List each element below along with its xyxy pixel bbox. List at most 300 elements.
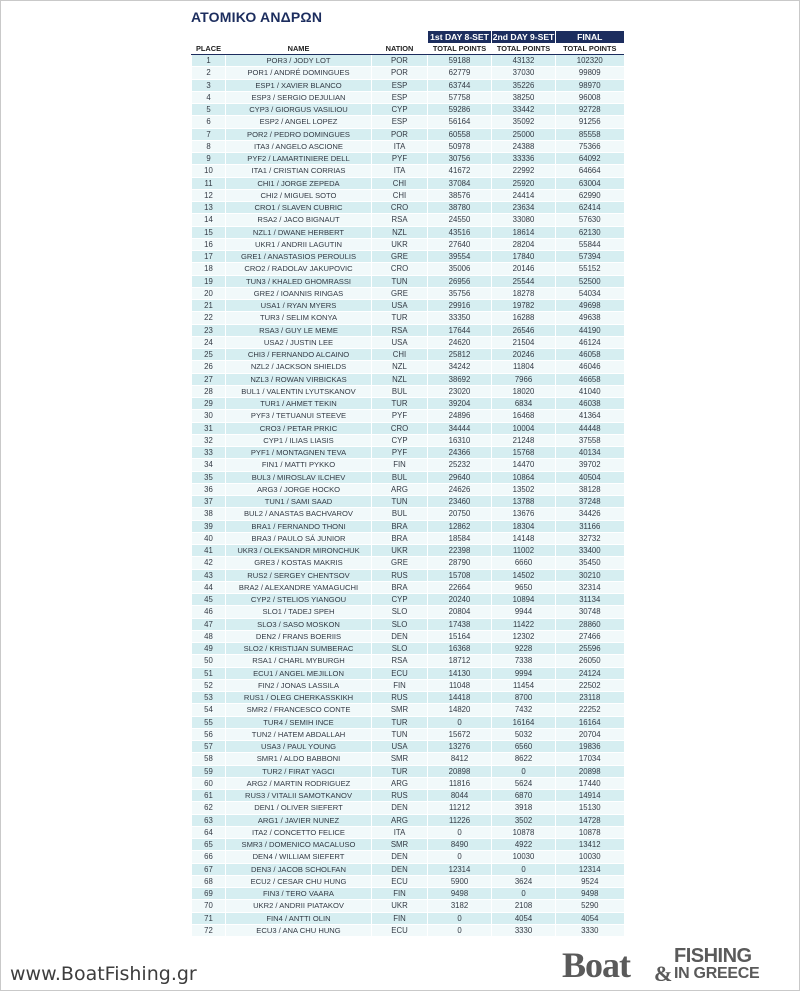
table-row [192,459,624,471]
cell-name: DEN3 / JACOB SCHOLFAN [226,863,372,875]
cell-nation: RSA [372,655,428,667]
cell-name: TUN3 / KHALED GHOMRASSI [226,275,372,287]
cell-day2-points: 8622 [492,753,556,765]
cell-name: FIN3 / TERO VAARA [226,888,372,900]
cell-place: 62 [192,802,226,814]
cell-final-points: 24124 [556,667,624,679]
cell-final-points: 27466 [556,630,624,642]
table-row [192,520,624,532]
table-row [192,275,624,287]
cell-day1-points: 0 [428,826,492,838]
cell-name: CRO3 / PETAR PRKIC [226,422,372,434]
cell-name: POR2 / PEDRO DOMINGUES [226,128,372,140]
cell-day2-points: 10004 [492,422,556,434]
cell-final-points: 10878 [556,826,624,838]
cell-day2-points: 0 [492,888,556,900]
header-day2: 2nd DAY 9-SET [492,31,555,42]
cell-nation: BRA [372,581,428,593]
cell-day1-points: 17438 [428,618,492,630]
cell-nation: BRA [372,520,428,532]
cell-day2-points: 9994 [492,667,556,679]
cell-day1-points: 35756 [428,287,492,299]
cell-day2-points: 3330 [492,924,556,936]
cell-day1-points: 20240 [428,594,492,606]
table-row [192,728,624,740]
cell-final-points: 37558 [556,434,624,446]
cell-place: 57 [192,741,226,753]
cell-final-points: 64092 [556,153,624,165]
cell-name: PYF3 / TETUANUI STEEVE [226,410,372,422]
cell-final-points: 30748 [556,606,624,618]
cell-nation: USA [372,741,428,753]
table-row [192,398,624,410]
cell-day1-points: 25812 [428,349,492,361]
table-row [192,692,624,704]
cell-final-points: 41364 [556,410,624,422]
table-row [192,287,624,299]
table-row [192,434,624,446]
cell-nation: CYP [372,104,428,116]
cell-name: ITA1 / CRISTIAN CORRIAS [226,165,372,177]
cell-final-points: 30210 [556,569,624,581]
table-row [192,814,624,826]
cell-day1-points: 8490 [428,839,492,851]
cell-final-points: 37248 [556,496,624,508]
cell-day1-points: 22664 [428,581,492,593]
cell-final-points: 32732 [556,532,624,544]
cell-nation: UKR [372,545,428,557]
cell-place: 45 [192,594,226,606]
cell-day2-points: 14148 [492,532,556,544]
cell-day2-points: 24388 [492,140,556,152]
table-row [192,594,624,606]
cell-name: SLO1 / TADEJ SPEH [226,606,372,618]
cell-day1-points: 20804 [428,606,492,618]
cell-day1-points: 16368 [428,643,492,655]
header-day1: 1st DAY 8-SET [428,31,492,43]
cell-day1-points: 11212 [428,802,492,814]
table-row [192,471,624,483]
cell-day1-points: 50978 [428,140,492,152]
cell-nation: FIN [372,912,428,924]
table-row [192,67,624,79]
cell-final-points: 14728 [556,814,624,826]
table-row [192,753,624,765]
cell-name: UKR3 / OLEKSANDR MIRONCHUK [226,545,372,557]
logo-greece-text: IN GREECE [674,965,760,982]
cell-name: BRA3 / PAULO SÁ JUNIOR [226,532,372,544]
cell-day2-points: 35226 [492,79,556,91]
cell-day2-points: 38250 [492,91,556,103]
logo-boat-text: Boat [562,945,630,985]
cell-day2-points: 6560 [492,741,556,753]
cell-name: ESP1 / XAVIER BLANCO [226,79,372,91]
page-title: ΑΤΟΜΙΚΟ ΑΝΔΡΩΝ [191,9,323,25]
table-row [192,251,624,263]
cell-place: 12 [192,189,226,201]
cell-name: CRO2 / RADOLAV JAKUPOVIC [226,263,372,275]
cell-name: UKR2 / ANDRII PIATAKOV [226,900,372,912]
cell-nation: ITA [372,140,428,152]
cell-place: 29 [192,398,226,410]
cell-final-points: 23118 [556,692,624,704]
logo-amp-text: & [654,961,673,986]
boatfishing-logo [562,945,792,985]
cell-day2-points: 14470 [492,459,556,471]
table-row [192,716,624,728]
cell-day2-points: 25920 [492,177,556,189]
col-total-day1: TOTAL POINTS [428,43,492,55]
cell-nation: RSA [372,324,428,336]
cell-place: 38 [192,508,226,520]
cell-final-points: 96008 [556,91,624,103]
cell-day2-points: 21248 [492,434,556,446]
cell-name: TUN1 / SAMI SAAD [226,496,372,508]
cell-place: 70 [192,900,226,912]
cell-day2-points: 9650 [492,581,556,593]
cell-place: 30 [192,410,226,422]
header-row-columns [192,43,624,55]
cell-nation: ARG [372,777,428,789]
cell-name: GRE3 / KOSTAS MAKRIS [226,557,372,569]
cell-day1-points: 12314 [428,863,492,875]
cell-nation: USA [372,300,428,312]
cell-name: PYF1 / MONTAGNEN TEVA [226,447,372,459]
cell-day2-points: 25000 [492,128,556,140]
cell-day2-points: 13502 [492,483,556,495]
table-row [192,802,624,814]
cell-name: RSA2 / JACO BIGNAUT [226,214,372,226]
cell-nation: GRE [372,557,428,569]
cell-place: 51 [192,667,226,679]
cell-name: BUL1 / VALENTIN LYUTSKANOV [226,385,372,397]
cell-final-points: 55152 [556,263,624,275]
cell-place: 6 [192,116,226,128]
cell-nation: ITA [372,826,428,838]
table-row [192,765,624,777]
cell-name: CHI1 / JORGE ZEPEDA [226,177,372,189]
cell-final-points: 9498 [556,888,624,900]
cell-day1-points: 43516 [428,226,492,238]
cell-day2-points: 6870 [492,790,556,802]
cell-day1-points: 20898 [428,765,492,777]
cell-final-points: 49698 [556,300,624,312]
cell-name: ECU3 / ANA CHU HUNG [226,924,372,936]
cell-place: 66 [192,851,226,863]
cell-day2-points: 18278 [492,287,556,299]
cell-nation: CYP [372,434,428,446]
cell-name: CYP2 / STELIOS YIANGOU [226,594,372,606]
cell-day1-points: 16310 [428,434,492,446]
results-body [192,55,624,937]
table-row [192,826,624,838]
cell-place: 26 [192,361,226,373]
cell-final-points: 46046 [556,361,624,373]
cell-place: 61 [192,790,226,802]
table-row [192,704,624,716]
cell-day1-points: 0 [428,716,492,728]
cell-day2-points: 16468 [492,410,556,422]
cell-place: 5 [192,104,226,116]
cell-name: DEN1 / OLIVER SIEFERT [226,802,372,814]
cell-place: 49 [192,643,226,655]
cell-nation: ITA [372,165,428,177]
cell-place: 9 [192,153,226,165]
cell-name: USA3 / PAUL YOUNG [226,741,372,753]
cell-nation: BUL [372,471,428,483]
cell-place: 2 [192,67,226,79]
cell-place: 64 [192,826,226,838]
table-row [192,165,624,177]
cell-name: RUS1 / OLEG CHERKASSKIKH [226,692,372,704]
cell-final-points: 16164 [556,716,624,728]
cell-day1-points: 37084 [428,177,492,189]
table-row [192,385,624,397]
cell-nation: TUR [372,312,428,324]
cell-final-points: 34426 [556,508,624,520]
cell-final-points: 10030 [556,851,624,863]
cell-place: 36 [192,483,226,495]
table-row [192,643,624,655]
cell-name: USA2 / JUSTIN LEE [226,336,372,348]
cell-place: 46 [192,606,226,618]
cell-nation: SLO [372,618,428,630]
cell-day1-points: 12862 [428,520,492,532]
cell-day1-points: 27640 [428,238,492,250]
cell-day1-points: 15708 [428,569,492,581]
cell-day1-points: 5900 [428,875,492,887]
cell-day1-points: 18712 [428,655,492,667]
cell-nation: ARG [372,483,428,495]
cell-nation: RUS [372,790,428,802]
table-row [192,140,624,152]
cell-nation: ECU [372,924,428,936]
cell-place: 58 [192,753,226,765]
cell-day2-points: 43132 [492,55,556,67]
cell-nation: ESP [372,116,428,128]
cell-name: ARG1 / JAVIER NUNEZ [226,814,372,826]
table-row [192,924,624,936]
cell-day1-points: 25232 [428,459,492,471]
cell-day2-points: 10878 [492,826,556,838]
cell-day1-points: 14418 [428,692,492,704]
cell-day2-points: 15768 [492,447,556,459]
cell-day1-points: 29640 [428,471,492,483]
table-row [192,912,624,924]
cell-day2-points: 7966 [492,373,556,385]
cell-nation: NZL [372,226,428,238]
cell-nation: ARG [372,814,428,826]
cell-day2-points: 9944 [492,606,556,618]
table-row [192,238,624,250]
cell-name: DEN4 / WILLIAM SIEFERT [226,851,372,863]
cell-day1-points: 23460 [428,496,492,508]
cell-name: ARG3 / JORGE HOCKO [226,483,372,495]
cell-final-points: 57394 [556,251,624,263]
cell-place: 10 [192,165,226,177]
cell-nation: RSA [372,214,428,226]
cell-place: 63 [192,814,226,826]
cell-place: 48 [192,630,226,642]
table-row [192,888,624,900]
cell-final-points: 20898 [556,765,624,777]
cell-final-points: 19836 [556,741,624,753]
cell-final-points: 40134 [556,447,624,459]
cell-day1-points: 38692 [428,373,492,385]
table-row [192,606,624,618]
cell-name: RUS3 / VITALII SAMOTKANOV [226,790,372,802]
table-row [192,214,624,226]
cell-final-points: 31134 [556,594,624,606]
table-row [192,373,624,385]
cell-name: PYF2 / LAMARTINIERE DELL [226,153,372,165]
cell-final-points: 46058 [556,349,624,361]
table-row [192,312,624,324]
cell-day2-points: 0 [492,765,556,777]
table-row [192,618,624,630]
cell-nation: DEN [372,630,428,642]
cell-place: 35 [192,471,226,483]
cell-place: 42 [192,557,226,569]
cell-name: RUS2 / SERGEY CHENTSOV [226,569,372,581]
cell-final-points: 17034 [556,753,624,765]
cell-name: NZL1 / DWANE HERBERT [226,226,372,238]
cell-name: DEN2 / FRANS BOERIIS [226,630,372,642]
cell-nation: UKR [372,238,428,250]
cell-day1-points: 15672 [428,728,492,740]
cell-day2-points: 10864 [492,471,556,483]
cell-place: 47 [192,618,226,630]
cell-final-points: 64664 [556,165,624,177]
cell-place: 16 [192,238,226,250]
cell-final-points: 26050 [556,655,624,667]
cell-nation: DEN [372,802,428,814]
cell-final-points: 40504 [556,471,624,483]
cell-nation: POR [372,128,428,140]
cell-final-points: 41040 [556,385,624,397]
table-row [192,447,624,459]
cell-name: CHI3 / FERNANDO ALCAINO [226,349,372,361]
cell-nation: TUR [372,716,428,728]
cell-final-points: 13412 [556,839,624,851]
cell-nation: SMR [372,839,428,851]
cell-name: RSA1 / CHARL MYBURGH [226,655,372,667]
cell-nation: SMR [372,753,428,765]
cell-final-points: 62130 [556,226,624,238]
cell-nation: CRO [372,263,428,275]
cell-day2-points: 13788 [492,496,556,508]
cell-final-points: 46038 [556,398,624,410]
cell-day2-points: 33080 [492,214,556,226]
table-row [192,655,624,667]
cell-nation: POR [372,55,428,67]
cell-name: GRE2 / IOANNIS RINGAS [226,287,372,299]
cell-final-points: 25596 [556,643,624,655]
table-row [192,557,624,569]
cell-day2-points: 20246 [492,349,556,361]
cell-final-points: 4054 [556,912,624,924]
cell-name: ARG2 / MARTIN RODRIGUEZ [226,777,372,789]
cell-place: 34 [192,459,226,471]
table-row [192,545,624,557]
cell-name: FIN1 / MATTI PYKKO [226,459,372,471]
cell-final-points: 14914 [556,790,624,802]
cell-day2-points: 28204 [492,238,556,250]
cell-place: 18 [192,263,226,275]
cell-day2-points: 12302 [492,630,556,642]
cell-final-points: 57630 [556,214,624,226]
cell-name: ECU2 / CESAR CHU HUNG [226,875,372,887]
cell-day1-points: 14820 [428,704,492,716]
cell-final-points: 22252 [556,704,624,716]
cell-day2-points: 18614 [492,226,556,238]
cell-day2-points: 24414 [492,189,556,201]
cell-day1-points: 26956 [428,275,492,287]
cell-day1-points: 24896 [428,410,492,422]
cell-place: 15 [192,226,226,238]
header-row-days [192,31,624,43]
cell-place: 11 [192,177,226,189]
cell-day1-points: 3182 [428,900,492,912]
cell-day2-points: 26546 [492,324,556,336]
cell-name: CRO1 / SLAVEN CUBRIC [226,202,372,214]
cell-final-points: 99809 [556,67,624,79]
cell-day2-points: 7338 [492,655,556,667]
cell-nation: SLO [372,643,428,655]
header-blank [192,31,428,43]
cell-day2-points: 11002 [492,545,556,557]
cell-name: ESP3 / SERGIO DEJULIAN [226,91,372,103]
cell-place: 1 [192,55,226,67]
table-row [192,79,624,91]
cell-nation: FIN [372,459,428,471]
cell-nation: CRO [372,422,428,434]
cell-day1-points: 22398 [428,545,492,557]
table-row [192,863,624,875]
cell-day2-points: 5624 [492,777,556,789]
cell-day2-points: 4922 [492,839,556,851]
cell-name: CYP3 / GIORGUS VASILIOU [226,104,372,116]
cell-place: 60 [192,777,226,789]
cell-nation: POR [372,67,428,79]
col-nation: NATION [372,43,428,55]
cell-nation: ESP [372,79,428,91]
cell-name: USA1 / RYAN MYERS [226,300,372,312]
cell-name: BUL3 / MIROSLAV ILCHEV [226,471,372,483]
cell-day2-points: 10894 [492,594,556,606]
cell-day1-points: 20750 [428,508,492,520]
col-name: NAME [226,43,372,55]
cell-final-points: 22502 [556,679,624,691]
cell-final-points: 44448 [556,422,624,434]
cell-nation: BUL [372,508,428,520]
cell-final-points: 62414 [556,202,624,214]
cell-final-points: 39702 [556,459,624,471]
cell-nation: CHI [372,349,428,361]
cell-place: 67 [192,863,226,875]
cell-nation: ECU [372,875,428,887]
cell-day2-points: 21504 [492,336,556,348]
cell-day2-points: 10030 [492,851,556,863]
cell-place: 40 [192,532,226,544]
cell-place: 53 [192,692,226,704]
cell-day2-points: 17840 [492,251,556,263]
cell-nation: BUL [372,385,428,397]
table-row [192,202,624,214]
cell-final-points: 31166 [556,520,624,532]
cell-name: UKR1 / ANDRII LAGUTIN [226,238,372,250]
cell-place: 69 [192,888,226,900]
